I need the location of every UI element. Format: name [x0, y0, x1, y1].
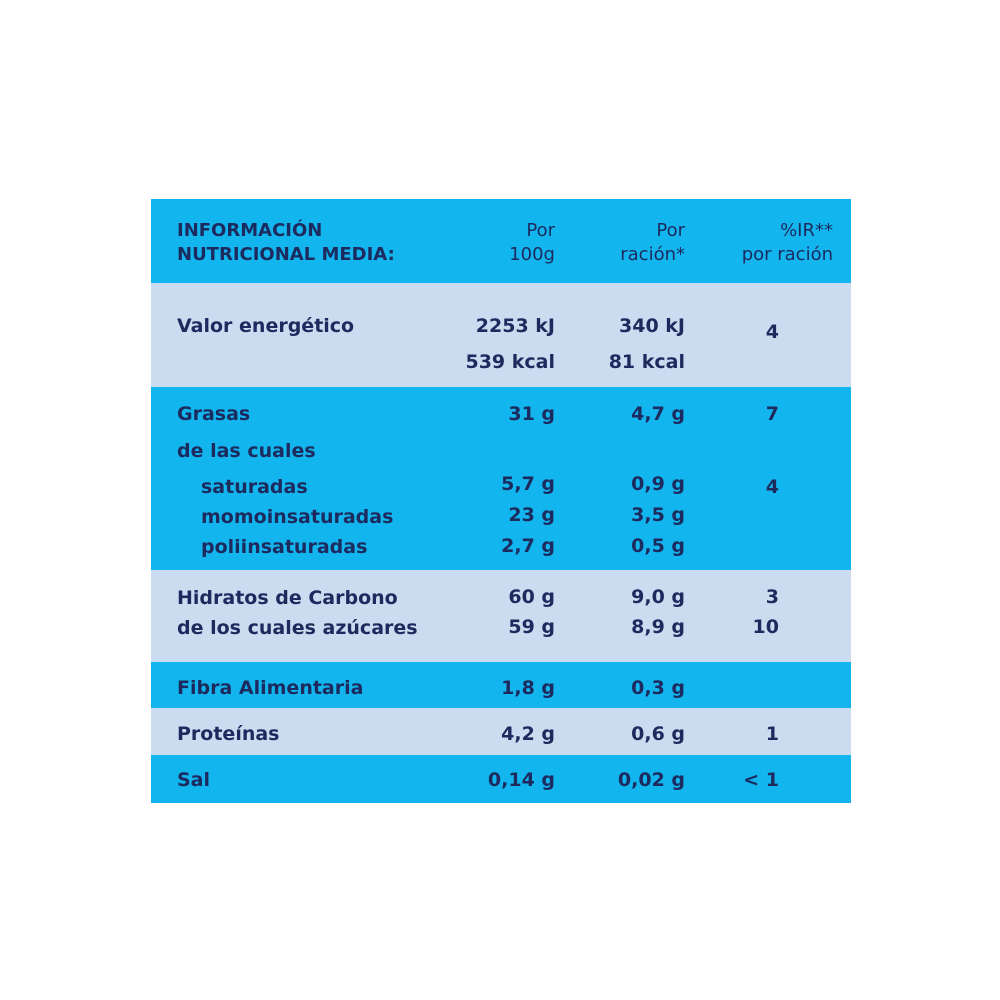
- fats-band: [151, 387, 851, 570]
- fibre-label: Fibra Alimentaria: [177, 677, 364, 699]
- saturated-label: saturadas: [201, 476, 308, 498]
- carbs-band: [151, 570, 851, 662]
- fats-label: Grasas: [177, 403, 251, 425]
- salt-ration: 0,02 g: [617, 769, 685, 791]
- saturated-ir: 4: [765, 476, 779, 498]
- fats-ir: 7: [765, 403, 779, 425]
- mono-ration: 3,5 g: [631, 504, 685, 526]
- table-title: [177, 219, 395, 267]
- header-per-100g: [509, 219, 555, 267]
- salt-label: Sal: [177, 769, 211, 791]
- header-per-ration: [620, 219, 685, 267]
- header-ir-line-2: por ración: [741, 244, 833, 265]
- carbs-per100: 60 g: [508, 586, 555, 608]
- header-band: [151, 199, 851, 283]
- carbs-ir: 3: [765, 586, 779, 608]
- header-ir-line-1: %IR**: [780, 220, 833, 241]
- proteins-per100: 4,2 g: [501, 723, 555, 745]
- saturated-per100: 5,7 g: [501, 473, 555, 495]
- fibre-band: [151, 662, 851, 708]
- proteins-ir: 1: [765, 723, 779, 745]
- title-line-1: INFORMACIÓN: [177, 220, 323, 241]
- carbs-label: Hidratos de Carbono: [177, 587, 398, 609]
- fats-ration: 4,7 g: [631, 403, 685, 425]
- title-line-2: NUTRICIONAL MEDIA:: [177, 244, 395, 265]
- energy-per100-kj: 2253 kJ: [475, 315, 555, 337]
- poly-ration: 0,5 g: [631, 535, 685, 557]
- energy-ir: 4: [765, 321, 779, 343]
- energy-band: [151, 283, 851, 387]
- sugars-per100: 59 g: [508, 616, 555, 638]
- header-per-ration-line-1: Por: [656, 220, 685, 241]
- proteins-label: Proteínas: [177, 723, 280, 745]
- proteins-ration: 0,6 g: [631, 723, 685, 745]
- sugars-label: de los cuales azúcares: [177, 617, 418, 639]
- poly-label: poliinsaturadas: [201, 536, 368, 558]
- sugars-ration: 8,9 g: [631, 616, 685, 638]
- salt-band: [151, 755, 851, 803]
- header-ir: [742, 219, 833, 267]
- saturated-ration: 0,9 g: [631, 473, 685, 495]
- of-which-label: de las cuales: [177, 440, 316, 462]
- header-per-100g-line-2: 100g: [509, 244, 555, 265]
- header-per-100g-line-1: Por: [526, 220, 555, 241]
- mono-label: momoinsaturadas: [201, 506, 394, 528]
- energy-ration-kcal: 81 kcal: [608, 351, 685, 373]
- carbs-ration: 9,0 g: [631, 586, 685, 608]
- proteins-band: [151, 708, 851, 755]
- salt-ir: < 1: [743, 769, 779, 791]
- sugars-ir: 10: [752, 616, 779, 638]
- nutrition-table: [151, 199, 851, 803]
- mono-per100: 23 g: [508, 504, 555, 526]
- energy-ration-kj: 340 kJ: [619, 315, 685, 337]
- salt-per100: 0,14 g: [487, 769, 555, 791]
- fibre-per100: 1,8 g: [501, 677, 555, 699]
- header-per-ration-line-2: ración*: [620, 244, 685, 265]
- fats-per100: 31 g: [508, 403, 555, 425]
- energy-label: Valor energético: [177, 315, 355, 337]
- energy-per100-kcal: 539 kcal: [465, 351, 555, 373]
- fibre-ration: 0,3 g: [631, 677, 685, 699]
- poly-per100: 2,7 g: [501, 535, 555, 557]
